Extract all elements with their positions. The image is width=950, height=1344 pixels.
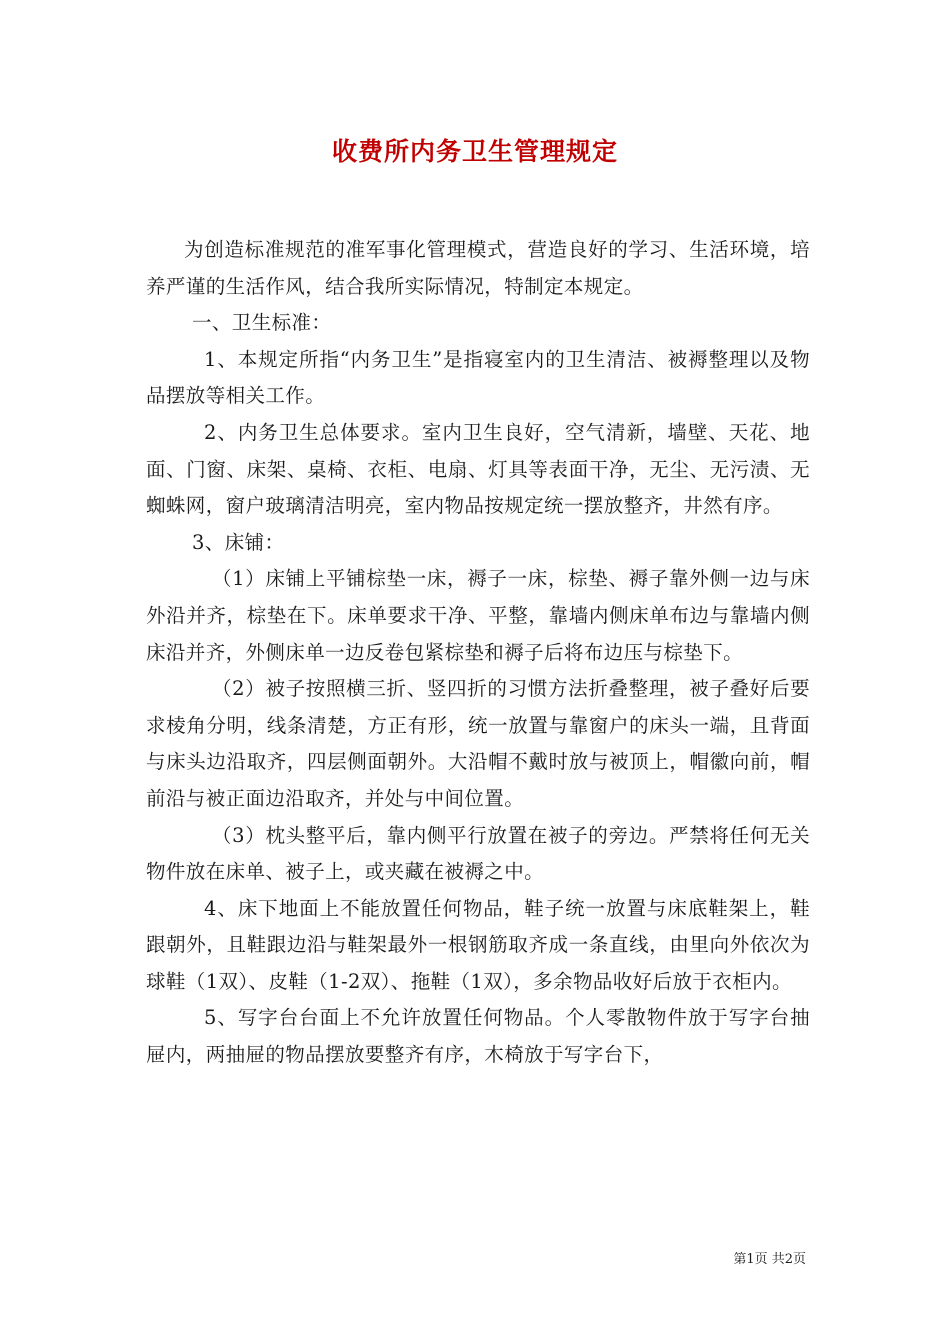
rule-paragraph-4: 4、床下地面上不能放置任何物品，鞋子统一放置与床底鞋架上，鞋跟朝外，且鞋跟边沿与鞋架最外一根钢筋取齐成一条直线，由里向外依次为球鞋（1双）、皮鞋（1-2双）、拖鞋（1双），多余物品收好后放于衣柜内。 [146, 896, 810, 993]
rule-paragraph-3-2: （2）被子按照横三折、竖四折的习惯方法折叠整理，被子叠好后要求棱角分明，线条清楚，方正有形，统一放置与靠窗户的床头一端，且背面与床头边沿取齐，四层侧面朝外。大沿帽不戴时放与被顶上，帽徽向前，帽前沿与被正面边沿取齐，并处与中间位置。 [146, 677, 810, 810]
page-number: 第1页 共2页 [733, 1252, 806, 1267]
section-heading: 一、卫生标准： [192, 311, 332, 335]
document-body [146, 232, 810, 1074]
rule-paragraph-3-1: （1）床铺上平铺棕垫一床，褥子一床，棕垫、褥子靠外侧一边与床外沿并齐，棕垫在下。床单要求干净、平整，靠墙内侧床单布边与靠墙内侧床沿并齐，外侧床单一边反卷包紧棕垫和褥子后将布边压与棕垫下。 [146, 567, 810, 664]
rule-heading-3: 3、床铺： [192, 530, 285, 554]
rule-paragraph-1: 1、本规定所指“内务卫生”是指寝室内的卫生清洁、被褥整理以及物品摆放等相关工作。 [146, 347, 810, 408]
rule-paragraph-5: 5、写字台台面上不允许放置任何物品。个人零散物件放于写字台抽屉内，两抽屉的物品摆放要整齐有序，木椅放于写字台下， [146, 1006, 810, 1067]
rule-paragraph-3-3: （3）枕头整平后，靠内侧平行放置在被子的旁边。严禁将任何无关物件放在床单、被子上，或夹藏在被褥之中。 [146, 823, 810, 884]
rule-paragraph-2: 2、内务卫生总体要求。室内卫生良好，空气清新，墙壁、天花、地面、门窗、床架、桌椅、衣柜、电扇、灯具等表面干净，无尘、无污渍、无蜘蛛网，窗户玻璃清洁明亮，室内物品按规定统一摆放整齐，井然有序。 [146, 420, 810, 518]
document-title: 收费所内务卫生管理规定 [331, 137, 618, 166]
intro-paragraph: 为创造标准规范的准军事化管理模式，营造良好的学习、生活环境，培养严谨的生活作风，结合我所实际情况，特制定本规定。 [146, 238, 810, 298]
